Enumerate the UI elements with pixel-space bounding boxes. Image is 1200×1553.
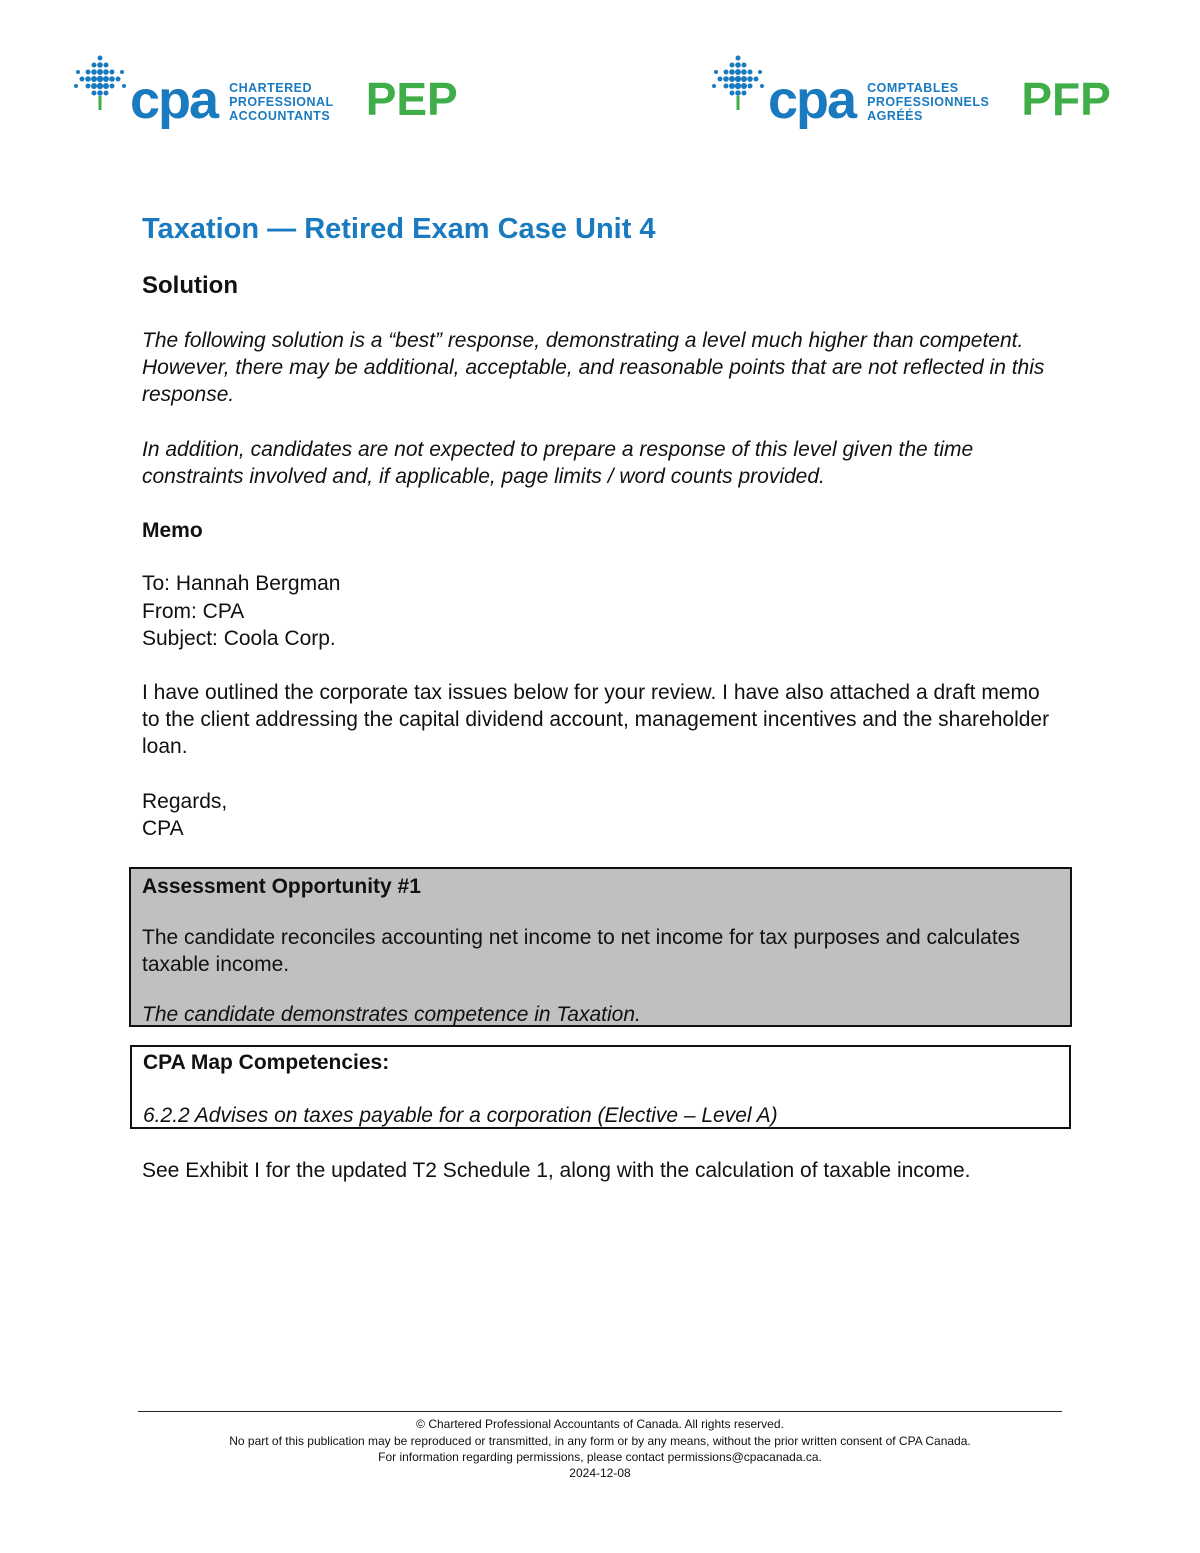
maple-leaf-icon bbox=[72, 52, 128, 114]
intro-paragraph: The following solution is a “best” response, demonstrating a level much higher than competent. However, there may be additional, acceptable, and reasonable points that are not reflected in this response. bbox=[142, 329, 1045, 406]
cpa-wordmark: cpa bbox=[130, 70, 218, 130]
logo-subtitle-line: AGRÉÉS bbox=[867, 109, 923, 123]
cpa-logo-french bbox=[710, 52, 1111, 142]
map-item: 6.2.2 Advises on taxes payable for a corporation (Elective – Level A) bbox=[143, 1104, 778, 1127]
footer-permissions: For information regarding permissions, please contact permissions@cpacanada.ca. bbox=[378, 1450, 822, 1464]
cpa-logo-english bbox=[72, 52, 458, 142]
logo-subtitle-line: COMPTABLES bbox=[867, 81, 959, 95]
assessment-competence: The candidate demonstrates competence in Taxation. bbox=[142, 1003, 641, 1026]
assessment-opportunity-box bbox=[129, 867, 1072, 1027]
program-label-pep: PEP bbox=[365, 73, 458, 125]
footer-notice: No part of this publication may be reproduced or transmitted, in any form or by any means, without the prior written consent of CPA Canada. bbox=[229, 1434, 971, 1448]
memo-to: To: Hannah Bergman bbox=[142, 572, 341, 595]
maple-leaf-icon bbox=[710, 52, 766, 114]
cpa-wordmark: cpa bbox=[768, 70, 856, 130]
footer-date: 2024-12-08 bbox=[569, 1466, 631, 1480]
memo-signature: CPA bbox=[142, 817, 184, 840]
map-heading: CPA Map Competencies: bbox=[143, 1051, 390, 1074]
logo-subtitle-line: PROFESSIONAL bbox=[229, 95, 334, 109]
cpa-map-competencies-box bbox=[130, 1045, 1071, 1129]
assessment-text: The candidate reconciles accounting net income to net income for tax purposes and calculates taxable income. bbox=[142, 926, 1020, 976]
assessment-heading: Assessment Opportunity #1 bbox=[142, 875, 421, 898]
memo-subject: Subject: Coola Corp. bbox=[142, 627, 336, 650]
logo-subtitle-line: CHARTERED bbox=[229, 81, 313, 95]
footer-copyright: © Chartered Professional Accountants of Canada. All rights reserved. bbox=[416, 1417, 784, 1431]
logo-subtitle bbox=[867, 81, 989, 123]
program-label-pfp: PFP bbox=[1021, 73, 1111, 125]
footer-divider bbox=[138, 1411, 1062, 1412]
memo-heading: Memo bbox=[142, 519, 203, 542]
logo-subtitle bbox=[229, 81, 334, 123]
document-title: Taxation — Retired Exam Case Unit 4 bbox=[142, 213, 656, 245]
memo-closing: Regards, bbox=[142, 790, 228, 813]
memo-body: I have outlined the corporate tax issues below for your review. I have also attached a draft memo to the client addressing the capital dividend account, management incentives and the shareholder loan. bbox=[142, 681, 1050, 758]
memo-from: From: CPA bbox=[142, 600, 245, 623]
logo-subtitle-line: ACCOUNTANTS bbox=[229, 109, 331, 123]
exhibit-note: See Exhibit I for the updated T2 Schedule 1, along with the calculation of taxable income. bbox=[142, 1159, 971, 1182]
intro-paragraph: In addition, candidates are not expected to prepare a response of this level given the time constraints involved and, if applicable, page limits / word counts provided. bbox=[142, 438, 974, 488]
section-heading: Solution bbox=[142, 272, 238, 299]
logo-subtitle-line: PROFESSIONNELS bbox=[867, 95, 990, 109]
